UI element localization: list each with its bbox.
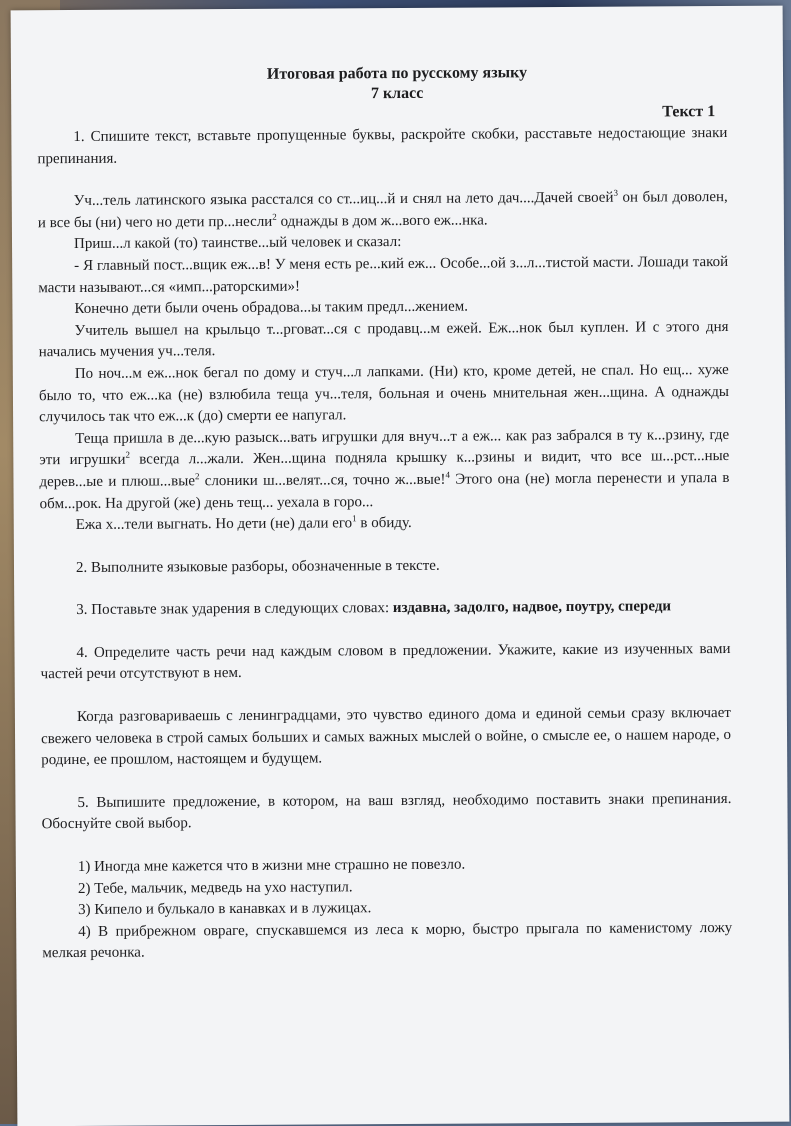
passage-text: Этого она (не) могла перенести и упала в обм...рок. На другой (же) день тещ... уехала в горо... bbox=[39, 469, 730, 512]
passage-paragraph-5: Учитель вышел на крыльцо т...рговат...ся с продавц...м ежей. Еж...нок был куплен. И с этого дня начались мучения уч...теля. bbox=[38, 318, 729, 361]
task3-instruction bbox=[40, 596, 730, 622]
passage-text: всегда л...жали. Жен...щина подняла крышку к...рзины и видит, что все ш...рст...ные дерев...ые и плюш...вые bbox=[39, 448, 730, 491]
task5-instruction: 5. Выпишите предложение, в котором, на ваш взгляд, необходимо поставить знаки препинания. Обоснуйте свой выбор. bbox=[41, 790, 732, 833]
parsing-mark: 2 bbox=[125, 449, 130, 460]
task4-sentence: Когда разговариваешь с ленинградцами, это чувство единого дома и единой семьи сразу включает свежего человека в строй самых больших и самых важных мыслей о войне, о смысле ее, о нашем народе, о родине, ее прошлом, настоящем и будущем. bbox=[41, 705, 732, 769]
parsing-mark: 2 bbox=[194, 471, 200, 482]
parsing-mark: 4 bbox=[445, 469, 450, 480]
task5-option-4: 4) В прибрежном овраге, спускавшемся из леса к морю, быстро прыгала по каменистому ложу мелкая речонка. bbox=[42, 919, 733, 962]
document-body bbox=[37, 123, 732, 965]
passage-paragraph-7 bbox=[39, 425, 730, 516]
passage-text: Теща пришла в де...кую разыск...вать игрушки для внуч...т а еж... как раз забрался в ту к...рзину, где эти игрушки bbox=[39, 426, 730, 469]
task2-instruction: 2. Выполните языковые разборы, обозначенные в тексте. bbox=[75, 557, 440, 576]
passage-text: слоники ш...велят...ся, точно ж...вые! bbox=[199, 471, 446, 490]
passage-paragraph-2: Приш...л какой (то) таинстве...ый человек и сказал: bbox=[73, 234, 402, 253]
passage-paragraph-1 bbox=[38, 187, 728, 234]
task5-option-2: 2) Тебе, мальчик, медведь на ухо наступил. bbox=[77, 878, 353, 897]
parsing-mark: 1 bbox=[352, 513, 357, 524]
passage-text: в обиду. bbox=[356, 515, 412, 532]
passage-text: он был доволен, и все бы (ни) чего но дети пр...несли bbox=[37, 189, 728, 231]
parsing-mark: 3 bbox=[613, 187, 618, 198]
task5-option-3: 3) Кипело и булькало в канавках и в лужицах. bbox=[78, 900, 372, 919]
task4-instruction: 4. Определите часть речи над каждым словом в предложении. Укажите, какие из изученных вами частей речи отсутствуют в нем. bbox=[40, 640, 731, 683]
passage-paragraph-3: - Я главный пост...вщик еж...в! У меня есть ре...кий еж... Особе...ой з...л...тистой масти. Лошади такой масти называют...ся «имп...раторскими»! bbox=[38, 253, 729, 296]
title-line-2: 7 класс bbox=[370, 84, 424, 103]
passage-text: Ежа х...тели выгнать. Но дети (не) дали его bbox=[75, 515, 353, 534]
passage-text: однажды в дом ж...вого еж...нка. bbox=[276, 212, 488, 230]
task1-instruction: 1. Спишите текст, вставьте пропущенные буквы, раскройте скобки, расставьте недостающие знаки препинания. bbox=[37, 124, 728, 167]
task3-words: издавна, задолго, надвое, поутру, спереди bbox=[392, 598, 672, 617]
document-title bbox=[11, 62, 783, 107]
task3-text: 3. Поставьте знак ударения в следующих словах: bbox=[76, 600, 393, 619]
passage-paragraph-4: Конечно дети были очень обрадова...ы таким предл...жением. bbox=[74, 298, 469, 318]
parsing-mark: 2 bbox=[272, 211, 277, 222]
passage-paragraph-6: По ноч...м еж...нок бегал по дому и стуч...л лапками. (Ни) кто, кроме детей, не спал. Но ещ... хуже было то, что еж...ка (не) взлюбила теща уч...теля, больная и очень мнительная жен...щина. А однажды случилось так что еж...к (до) смерти ее напугал. bbox=[38, 361, 729, 426]
task5-option-1: 1) Иногда мне кажется что в жизни мне страшно не повезло. bbox=[77, 856, 466, 876]
title-line-1: Итоговая работа по русскому языку bbox=[266, 64, 528, 83]
paper-sheet bbox=[11, 6, 790, 1126]
passage-text: Уч...тель латинского языка расстался со ст...иц...й и снял на лето дач....Дачей своей bbox=[73, 189, 614, 210]
text-number: Текст 1 bbox=[662, 103, 716, 121]
